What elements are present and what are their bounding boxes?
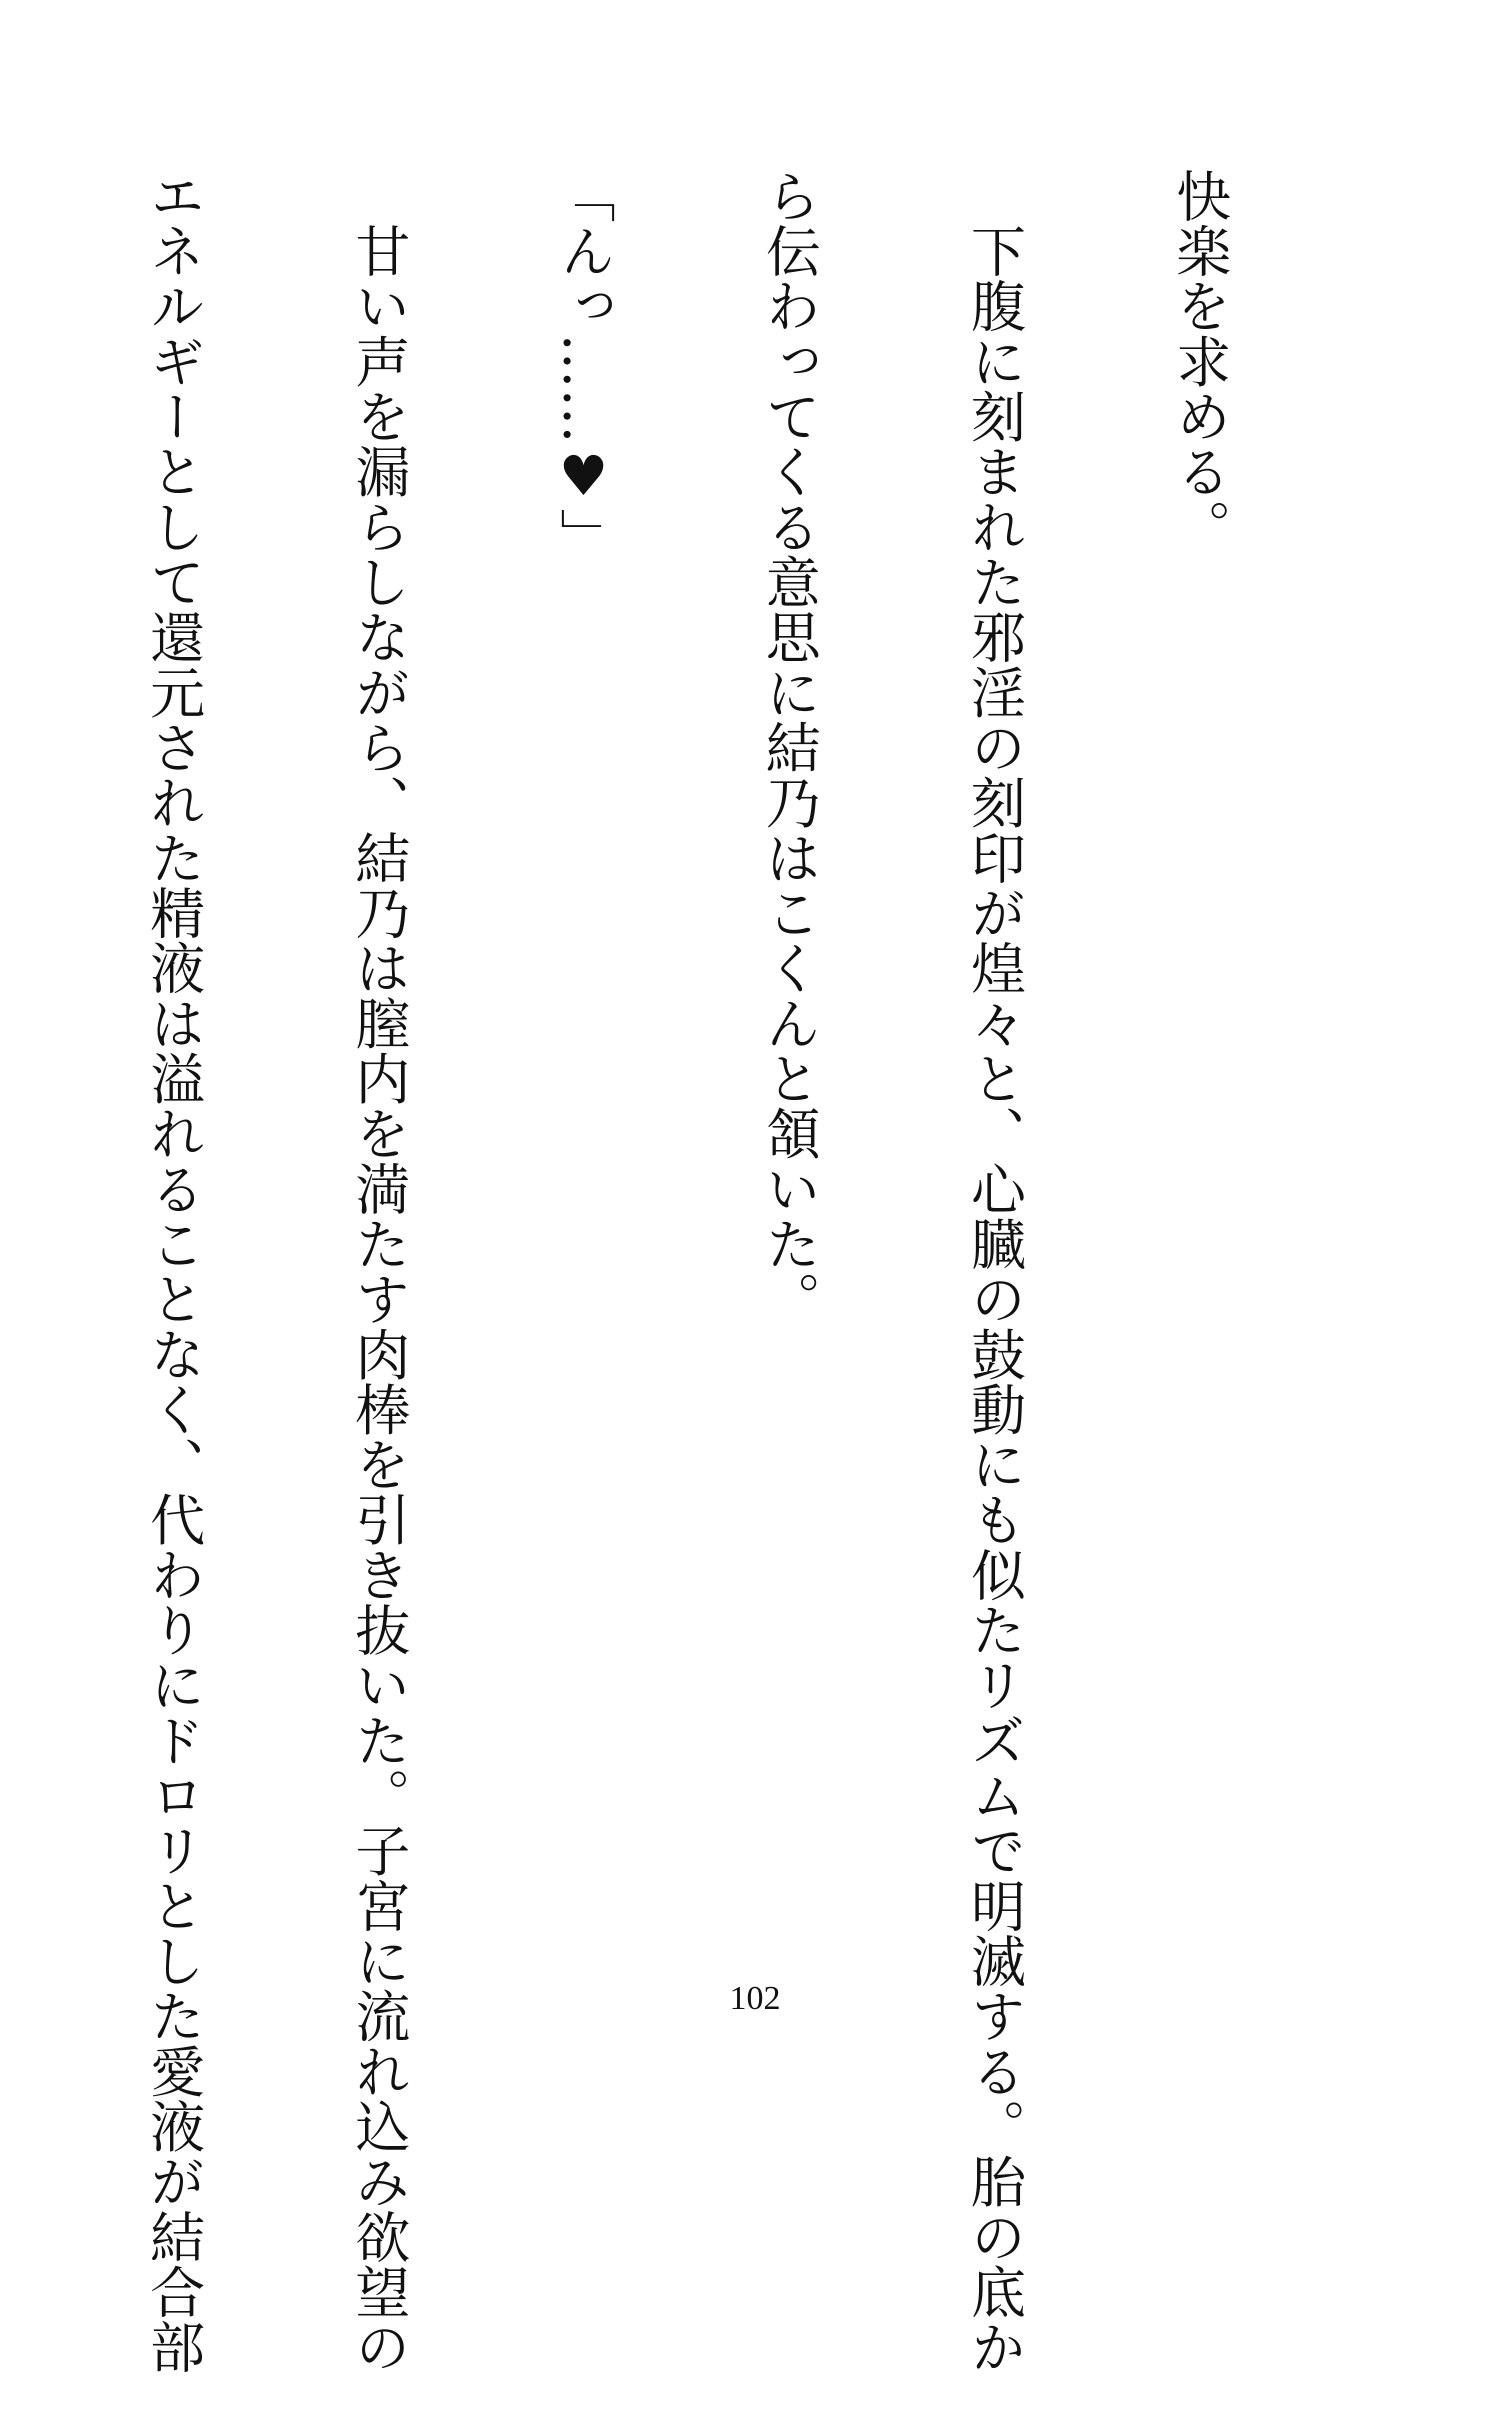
text-line: 快楽を求める。 bbox=[1167, 168, 1232, 555]
text-line: 下腹に刻まれた邪淫の刻印が煌々と、心臓の鼓動にも似たリズムで明滅する。胎の底か bbox=[961, 168, 1026, 2375]
text-line bbox=[0, 168, 2, 1988]
text-line: 「んっ……♥」 bbox=[551, 168, 616, 564]
page-number: 102 bbox=[729, 1980, 781, 2017]
text-line: 甘い声を漏らしながら、結乃は膣内を満たす肉棒を引き抜いた。子宮に流れ込み欲望の bbox=[346, 168, 411, 2375]
text-line: ら伝わってくる意思に結乃はこくんと頷いた。 bbox=[756, 168, 821, 1327]
text-line: エネルギーとして還元された精液は溢れることなく、代わりにドロリとした愛液が結合部 bbox=[141, 168, 206, 2375]
